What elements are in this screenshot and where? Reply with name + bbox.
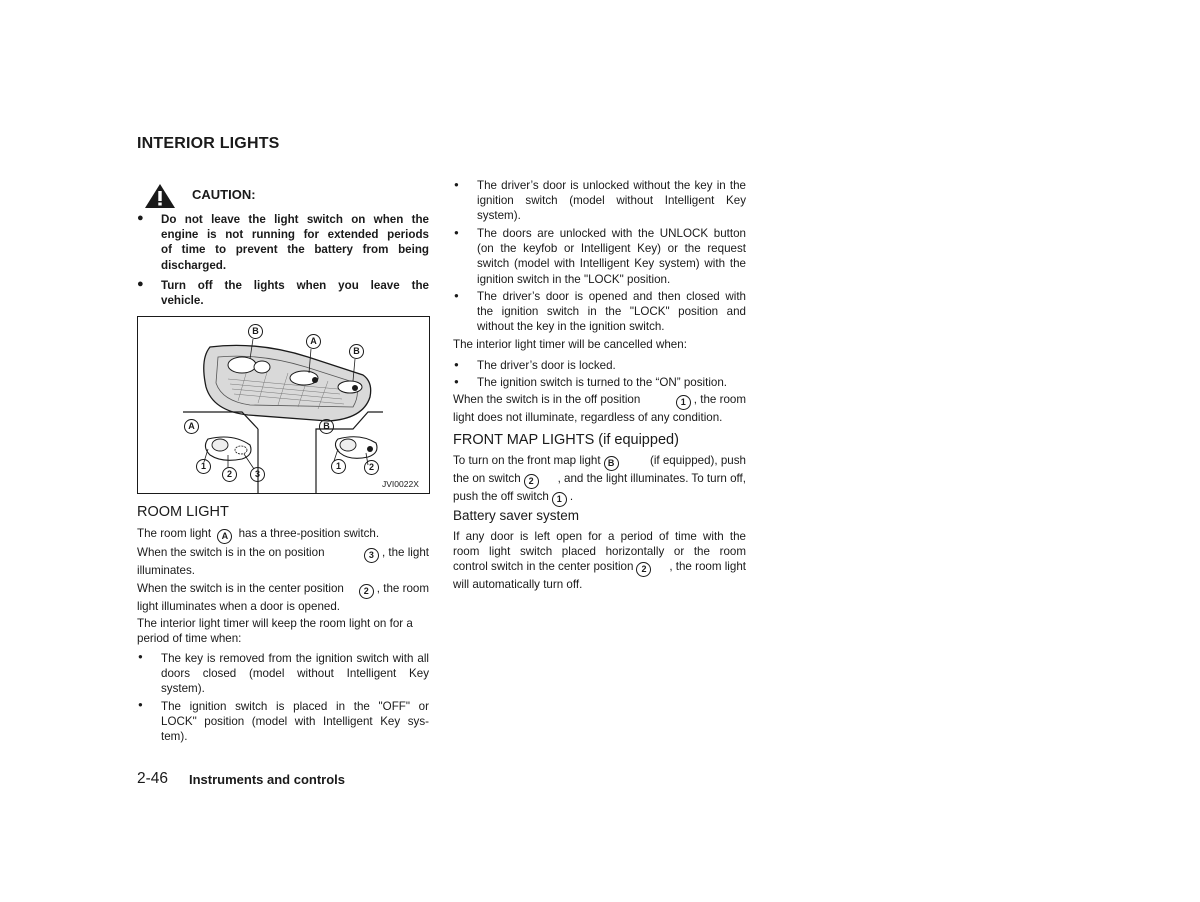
para-line: light illuminates when a door is opened. <box>137 600 341 613</box>
para-line <box>453 489 746 507</box>
overhead-console-illustration <box>138 317 429 493</box>
text-span: push the off switch <box>453 490 549 503</box>
para-line: switch (model with Intelligent Key system) with the <box>477 257 746 271</box>
bullet-icon: ● <box>138 652 143 661</box>
timer-bullet <box>477 178 746 224</box>
section-title: INTERIOR LIGHTS <box>137 135 280 152</box>
caution-line: vehicle. <box>161 294 204 308</box>
para-line: (on the keyfob or Intelligent Key) or the request <box>477 242 746 256</box>
para-line <box>453 559 746 577</box>
para-line: ignition switch (model without Intelligent Key <box>477 194 746 208</box>
text-span: , the room <box>693 393 746 406</box>
page-number: 2-46 <box>137 770 169 787</box>
para-line <box>453 392 746 410</box>
bullet-icon: ● <box>138 700 143 709</box>
marker-b: B <box>604 456 619 471</box>
caution-item <box>161 212 429 273</box>
para-line: light does not illuminate, regardless of any condition. <box>453 411 723 424</box>
para-line: without the key in the ignition switch. <box>477 320 665 334</box>
para-line: room light switch placed horizontally or the room <box>453 545 746 559</box>
caution-label: CAUTION: <box>192 187 256 202</box>
marker-2: 2 <box>359 584 374 599</box>
para-line: illuminates. <box>137 564 195 577</box>
marker-a: A <box>217 529 232 544</box>
text-span: control switch in the center position <box>453 560 634 574</box>
para-line: The driver’s door is unlocked without the key in the <box>477 179 746 192</box>
para-line: will automatically turn off. <box>453 578 583 592</box>
text-span: When the switch is in the on position <box>137 546 325 559</box>
figure-code: JVI0022X <box>382 479 419 489</box>
text-span: When the switch is in the off position <box>453 393 641 406</box>
marker-2: 2 <box>524 474 539 489</box>
text-span: , the room light <box>669 560 746 574</box>
text-span: The room light <box>137 527 212 540</box>
marker-3: 3 <box>364 548 379 563</box>
marker-a: A <box>306 334 321 349</box>
bullet-icon: ● <box>454 377 459 386</box>
room-light-heading: ROOM LIGHT <box>137 504 229 520</box>
caution-line: engine is not running for extended periods <box>161 228 429 242</box>
cancel-bullet: The driver’s door is locked. <box>477 359 616 372</box>
front-map-lights-heading: FRONT MAP LIGHTS (if equipped) <box>453 432 679 448</box>
battery-saver-heading: Battery saver system <box>453 508 580 523</box>
marker-b: B <box>248 324 263 339</box>
marker-2: 2 <box>364 460 379 475</box>
timer-bullet <box>477 226 746 287</box>
marker-a: A <box>184 419 199 434</box>
para-line <box>137 545 429 563</box>
bullet-icon: ● <box>137 278 144 290</box>
marker-2: 2 <box>222 467 237 482</box>
text-span: (if equipped), push <box>649 454 746 467</box>
text-span: has a three-position switch. <box>238 527 380 540</box>
marker-1: 1 <box>196 459 211 474</box>
caution-line: discharged. <box>161 258 227 272</box>
marker-1: 1 <box>552 492 567 507</box>
marker-1: 1 <box>676 395 691 410</box>
room-light-para-3 <box>137 581 429 614</box>
para-line <box>453 453 746 471</box>
cancel-intro: The interior light timer will be cancelled when: <box>453 338 687 351</box>
para-line: tem). <box>161 730 188 744</box>
para-line: ignition switch in the "LOCK" position. <box>477 272 671 286</box>
bullet-icon: ● <box>454 180 459 189</box>
text-span: , the room <box>376 582 429 595</box>
marker-3: 3 <box>250 467 265 482</box>
para-line: The key is removed from the ignition switch with all <box>161 652 429 665</box>
room-light-bullet <box>161 699 429 745</box>
marker-b: B <box>349 344 364 359</box>
para-line: period of time when: <box>137 632 242 646</box>
room-light-bullet <box>161 651 429 697</box>
caution-line: of time to prevent the battery from being <box>161 243 429 257</box>
timer-bullet <box>477 289 746 335</box>
para-line <box>137 581 429 599</box>
room-light-para-2 <box>137 545 429 578</box>
room-light-para-1 <box>137 526 429 544</box>
bullet-icon: ● <box>137 212 144 224</box>
caution-line: Do not leave the light switch on when the <box>161 213 429 226</box>
para-line: the ignition switch in the "LOCK" position and <box>477 305 746 319</box>
marker-2: 2 <box>636 562 651 577</box>
marker-b: B <box>319 419 334 434</box>
text-span: the on switch <box>453 472 521 485</box>
bullet-icon: ● <box>454 228 459 237</box>
para-line: LOCK" position (model with Intelligent Key sys- <box>161 715 429 729</box>
front-map-lights-para <box>453 453 746 507</box>
room-light-figure <box>137 316 430 494</box>
para-line: The ignition switch is placed in the "OFF" or <box>161 700 429 713</box>
text-span: To turn on the front map light <box>453 454 601 467</box>
para-line: The driver’s door is opened and then closed with <box>477 290 746 303</box>
bullet-icon: ● <box>454 291 459 300</box>
para-line: doors closed (model without Intelligent Key <box>161 667 429 681</box>
warning-icon <box>143 182 177 210</box>
para-line: The doors are unlocked with the UNLOCK button <box>477 227 746 240</box>
para-line <box>453 471 746 489</box>
para-line: system). <box>161 682 205 696</box>
caution-item <box>161 278 429 308</box>
battery-saver-para <box>453 529 746 593</box>
caution-line: Turn off the lights when you leave the <box>161 279 429 292</box>
cancel-bullet: The ignition switch is turned to the “ON” position. <box>477 376 728 389</box>
text-span: , the light <box>381 546 429 559</box>
marker-1: 1 <box>331 459 346 474</box>
para-line: The interior light timer will keep the room light on for a <box>137 617 413 630</box>
para-line: If any door is left open for a period of time with the <box>453 530 746 543</box>
para-line: system). <box>477 209 521 223</box>
page-footer-title: Instruments and controls <box>189 772 346 787</box>
off-position-para <box>453 392 746 425</box>
room-light-para-4 <box>137 616 429 646</box>
text-span: , and the light illuminates. To turn off, <box>557 472 746 485</box>
bullet-icon: ● <box>454 360 459 369</box>
text-span: . <box>569 490 574 503</box>
text-span: When the switch is in the center position <box>137 582 344 595</box>
